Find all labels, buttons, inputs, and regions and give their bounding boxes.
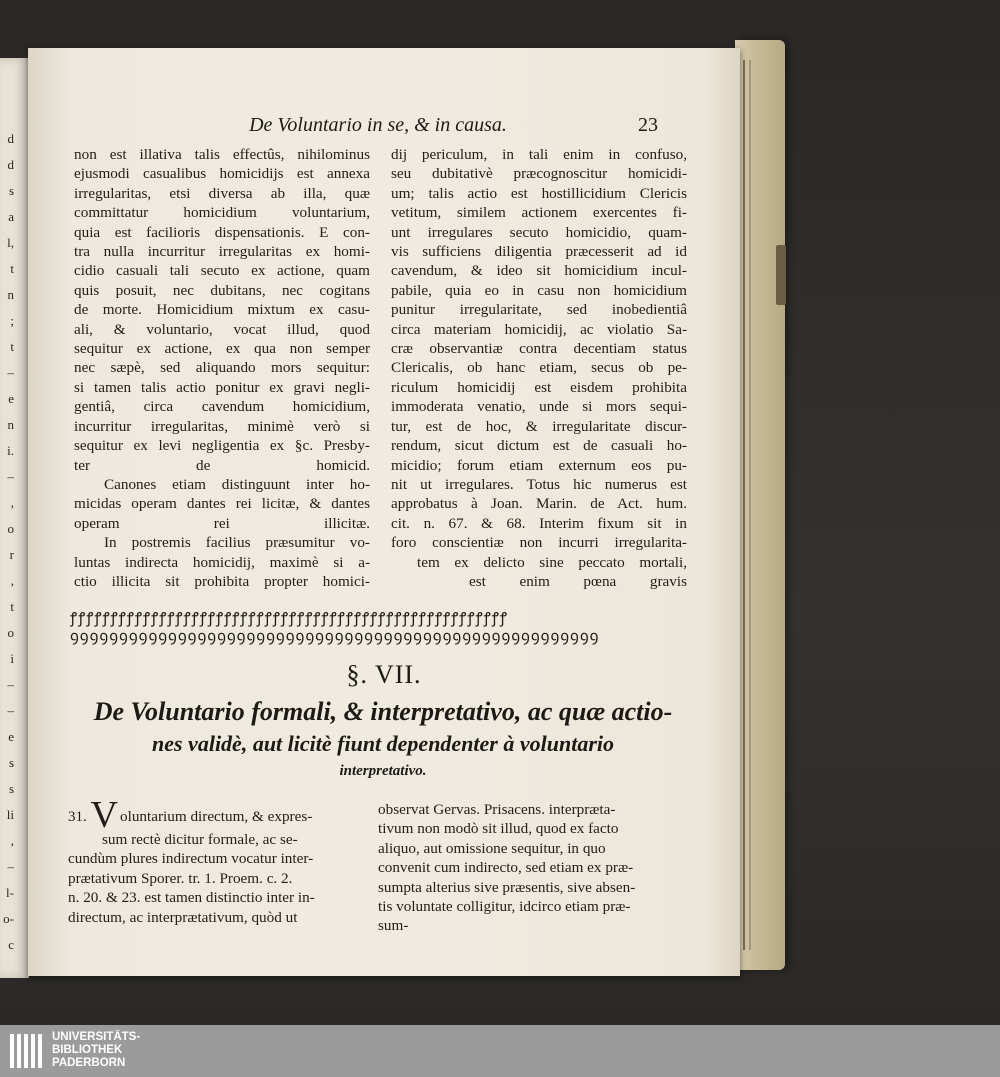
library-name [52,1031,140,1070]
ornament-row: ꝯꝯꝯꝯꝯꝯꝯꝯꝯꝯꝯꝯꝯꝯꝯꝯꝯꝯꝯꝯꝯꝯꝯꝯꝯꝯꝯꝯꝯꝯꝯꝯꝯꝯꝯꝯꝯꝯꝯꝯꝯꝯꝯꝯꝯꝯꝯꝯꝯꝯꝯꝯꝯꝯ [70,629,600,645]
text-line: convenit cum indirecto, sed etiam ex præ- [378,859,634,877]
library-name-line: UNIVERSITÄTS- [52,1031,141,1043]
margin-fragment: o [7,625,14,640]
library-name-line: PADERBORN [52,1057,126,1069]
text-line: prætativum Sporer. tr. 1. Proem. c. 2. [68,869,293,887]
margin-fragment: t [10,339,14,354]
margin-fragment: – [7,677,14,692]
paragraph-number: 31. [68,809,87,825]
margin-fragment: e [8,729,14,744]
text-line: cundùm plures indirectum vocatur inter- [68,850,314,868]
ornament-band [70,610,674,648]
text-line: tra nulla incurritur irregularitas ex homi- [74,243,370,261]
margin-fragment: e [8,391,14,406]
margin-fragment: i. [7,443,14,458]
text-line: sum rectè dicitur formale, ac se- [102,831,298,848]
text-line: non est illativa talis effectûs, nihilominus [74,146,370,163]
margin-fragment: l, [7,235,14,250]
text-line: In postremis facilius præsumitur vo- [104,534,370,552]
margin-fragment: l- [6,885,14,900]
library-name-line: BIBLIOTHEK [52,1044,123,1056]
margin-fragment: – [7,703,14,718]
text-line: sequitur ex levi negligentia ex §c. Presby- [74,437,370,455]
text-line: n. 20. & 23. est tamen distinctio inter in- [68,889,315,907]
drop-cap: V [90,794,118,836]
book-page-block [735,40,785,970]
line-text: oluntarium directum, & expres- [120,808,313,825]
text-line: tivum non modò sit illud, quod ex facto [378,820,619,838]
text-line: est enim pœna gravis [469,572,687,590]
text-line: nit ut irregulares. Totus hic numerus est [391,475,687,493]
margin-fragment: – [7,365,14,380]
heading-line: De Voluntario formali, & interpretativo, ac quæ actio- [93,697,673,726]
heading-line: nes validè, aut licitè fiunt dependenter à voluntario [152,731,614,756]
text-line: quia est facilioris dispensationis. E con- [74,223,370,241]
text-line: micidio; forum etiam externum eos pu- [391,456,687,474]
margin-fragment: o- [3,911,14,926]
text-line: vis sufficiens diligentia præcesserit ad id [391,243,687,261]
text-line: observat Gervas. Prisacens. interpræta- [378,801,616,818]
section-heading [58,696,708,782]
text-line: luntas indirecta homicidij, maximè si a- [74,553,370,571]
margin-fragment: t [10,261,14,276]
margin-fragment: t [10,599,14,614]
text-line: Canones etiam distinguunt inter ho- [104,475,370,493]
margin-fragment: ; [10,313,14,328]
text-line: incurritur irregularitas, minimè verò si [74,417,370,435]
text-line: sequitur ex actione, ex qua non semper [74,340,370,358]
text-line: cavendum, & ideo sit homicidium incul- [391,262,687,280]
text-line: tur, est de hoc, & irregularitate discur- [391,417,687,435]
text-line: micidas operam dantes rei licitæ, & dantes [74,495,370,513]
right-column-top [391,145,687,591]
text-line: de morte. Homicidium mixtum ex casu- [74,301,370,319]
margin-fragment: – [7,859,14,874]
text-line: tis voluntate colligitur, idcirco etiam præ- [378,898,631,916]
margin-fragment: r [9,547,14,562]
text-line: foro conscientiæ non incurri irregularita- [391,534,687,552]
text-line: approbatus à Joan. Marin. de Act. hum. [391,495,687,513]
text-line: cræ observantiæ contra decentiam status [391,340,687,358]
margin-fragment: s [8,183,14,198]
running-head: De Voluntario in se, & in causa. [249,114,507,136]
margin-fragment: c [8,937,14,952]
text-line: gentiâ, circa cavendum homicidium, [74,398,370,416]
text-line: quis posuit, nec dubitans, nec cogitans [74,281,370,299]
text-line: aliquo, aut omissione sequitur, in quo [378,839,606,857]
section-number: §. VII. [346,660,422,689]
text-line: tem ex delicto sine peccato mortali, [417,553,687,571]
text-line: sum- [378,917,409,935]
margin-fragment: li [6,807,14,822]
text-line: seu dubitativè præcognoscitur homicidi- [391,165,687,183]
margin-fragment: i [10,651,14,666]
text-line: punitur irregularitate, sed inobedientiâ [391,301,687,319]
text-line: committatur homicidium voluntarium, [74,204,370,222]
text-line: pabile, quia eo in casu non homicidium [391,281,687,299]
text-line: ali, & voluntario, vocat illud, quod [74,320,370,338]
margin-fragment: , [10,573,14,588]
text-line: cit. n. 67. & 68. Interim fixum sit in [391,514,687,532]
page-number: 23 [638,114,658,136]
margin-fragment: a [8,209,14,224]
margin-fragment: d [7,157,14,172]
margin-fragment: s [8,755,14,770]
text-line: immoderata venatio, unde si mors sequi- [391,398,687,416]
text-line: vetitum, similem actionem exercentes fi- [391,204,687,222]
margin-fragment: – [7,469,14,484]
facing-page-edge [0,58,29,978]
margin-fragment: o [7,521,14,536]
text-line: nec sæpè, sed aliquando mors sequitur: [74,359,370,377]
margin-fragment: n [7,417,14,432]
book-clasp [776,245,786,305]
left-column-top [74,145,370,591]
text-line: ctio illicita sit prohibita propter homici- [74,572,370,590]
text-line: Clericalis, ob hanc etiam, secus ob pe- [391,359,687,377]
text-line: ejusmodi casualibus homicidijs est annexa [74,165,370,183]
text-line: ter de homicid. [74,456,370,474]
book-page [28,48,740,976]
left-column-bottom [68,794,370,927]
text-line: irregularitas, etsi diversa ab illa, quæ [74,184,370,202]
library-footer-bar [0,1025,1000,1077]
margin-fragment: , [10,833,14,848]
margin-fragment: , [10,495,14,510]
right-column-bottom [378,800,678,936]
library-logo-icon [8,1030,48,1072]
text-line: um; talis actio est hostillicidium Clericis [391,184,687,202]
text-line: directum, ac interprætativum, quòd ut [68,908,298,926]
text-line: rendum, sicut dictum est de casuali ho- [391,437,687,455]
text-line: sumpta alterius sive præsentis, sive absen- [378,878,636,896]
text-line: unt irregulares secuto homicidio, quam- [391,223,687,241]
text-line: dij periculum, in tali enim in confuso, [391,146,687,163]
text-line: riculum homicidij est eisdem prohibita [391,378,687,396]
heading-line: interpretativo. [339,763,427,779]
margin-fragment: d [7,131,14,146]
text-line: operam rei illicitæ. [74,514,370,532]
text-line: cidio casuali tali secuto ex actione, quam [74,262,370,280]
text-line [68,794,370,836]
ornament-row: ꝭꝭꝭꝭꝭꝭꝭꝭꝭꝭꝭꝭꝭꝭꝭꝭꝭꝭꝭꝭꝭꝭꝭꝭꝭꝭꝭꝭꝭꝭꝭꝭꝭꝭꝭꝭꝭꝭꝭꝭꝭꝭꝭꝭꝭꝭꝭꝭꝭꝭꝭꝭꝭꝭ [70,611,508,627]
margin-fragment: s [8,781,14,796]
margin-fragment: n [7,287,14,302]
text-line: si tamen talis actio ponitur ex gravi negli- [74,378,370,396]
text-line: circa materiam homicidij, ac violatio Sa- [391,320,687,338]
